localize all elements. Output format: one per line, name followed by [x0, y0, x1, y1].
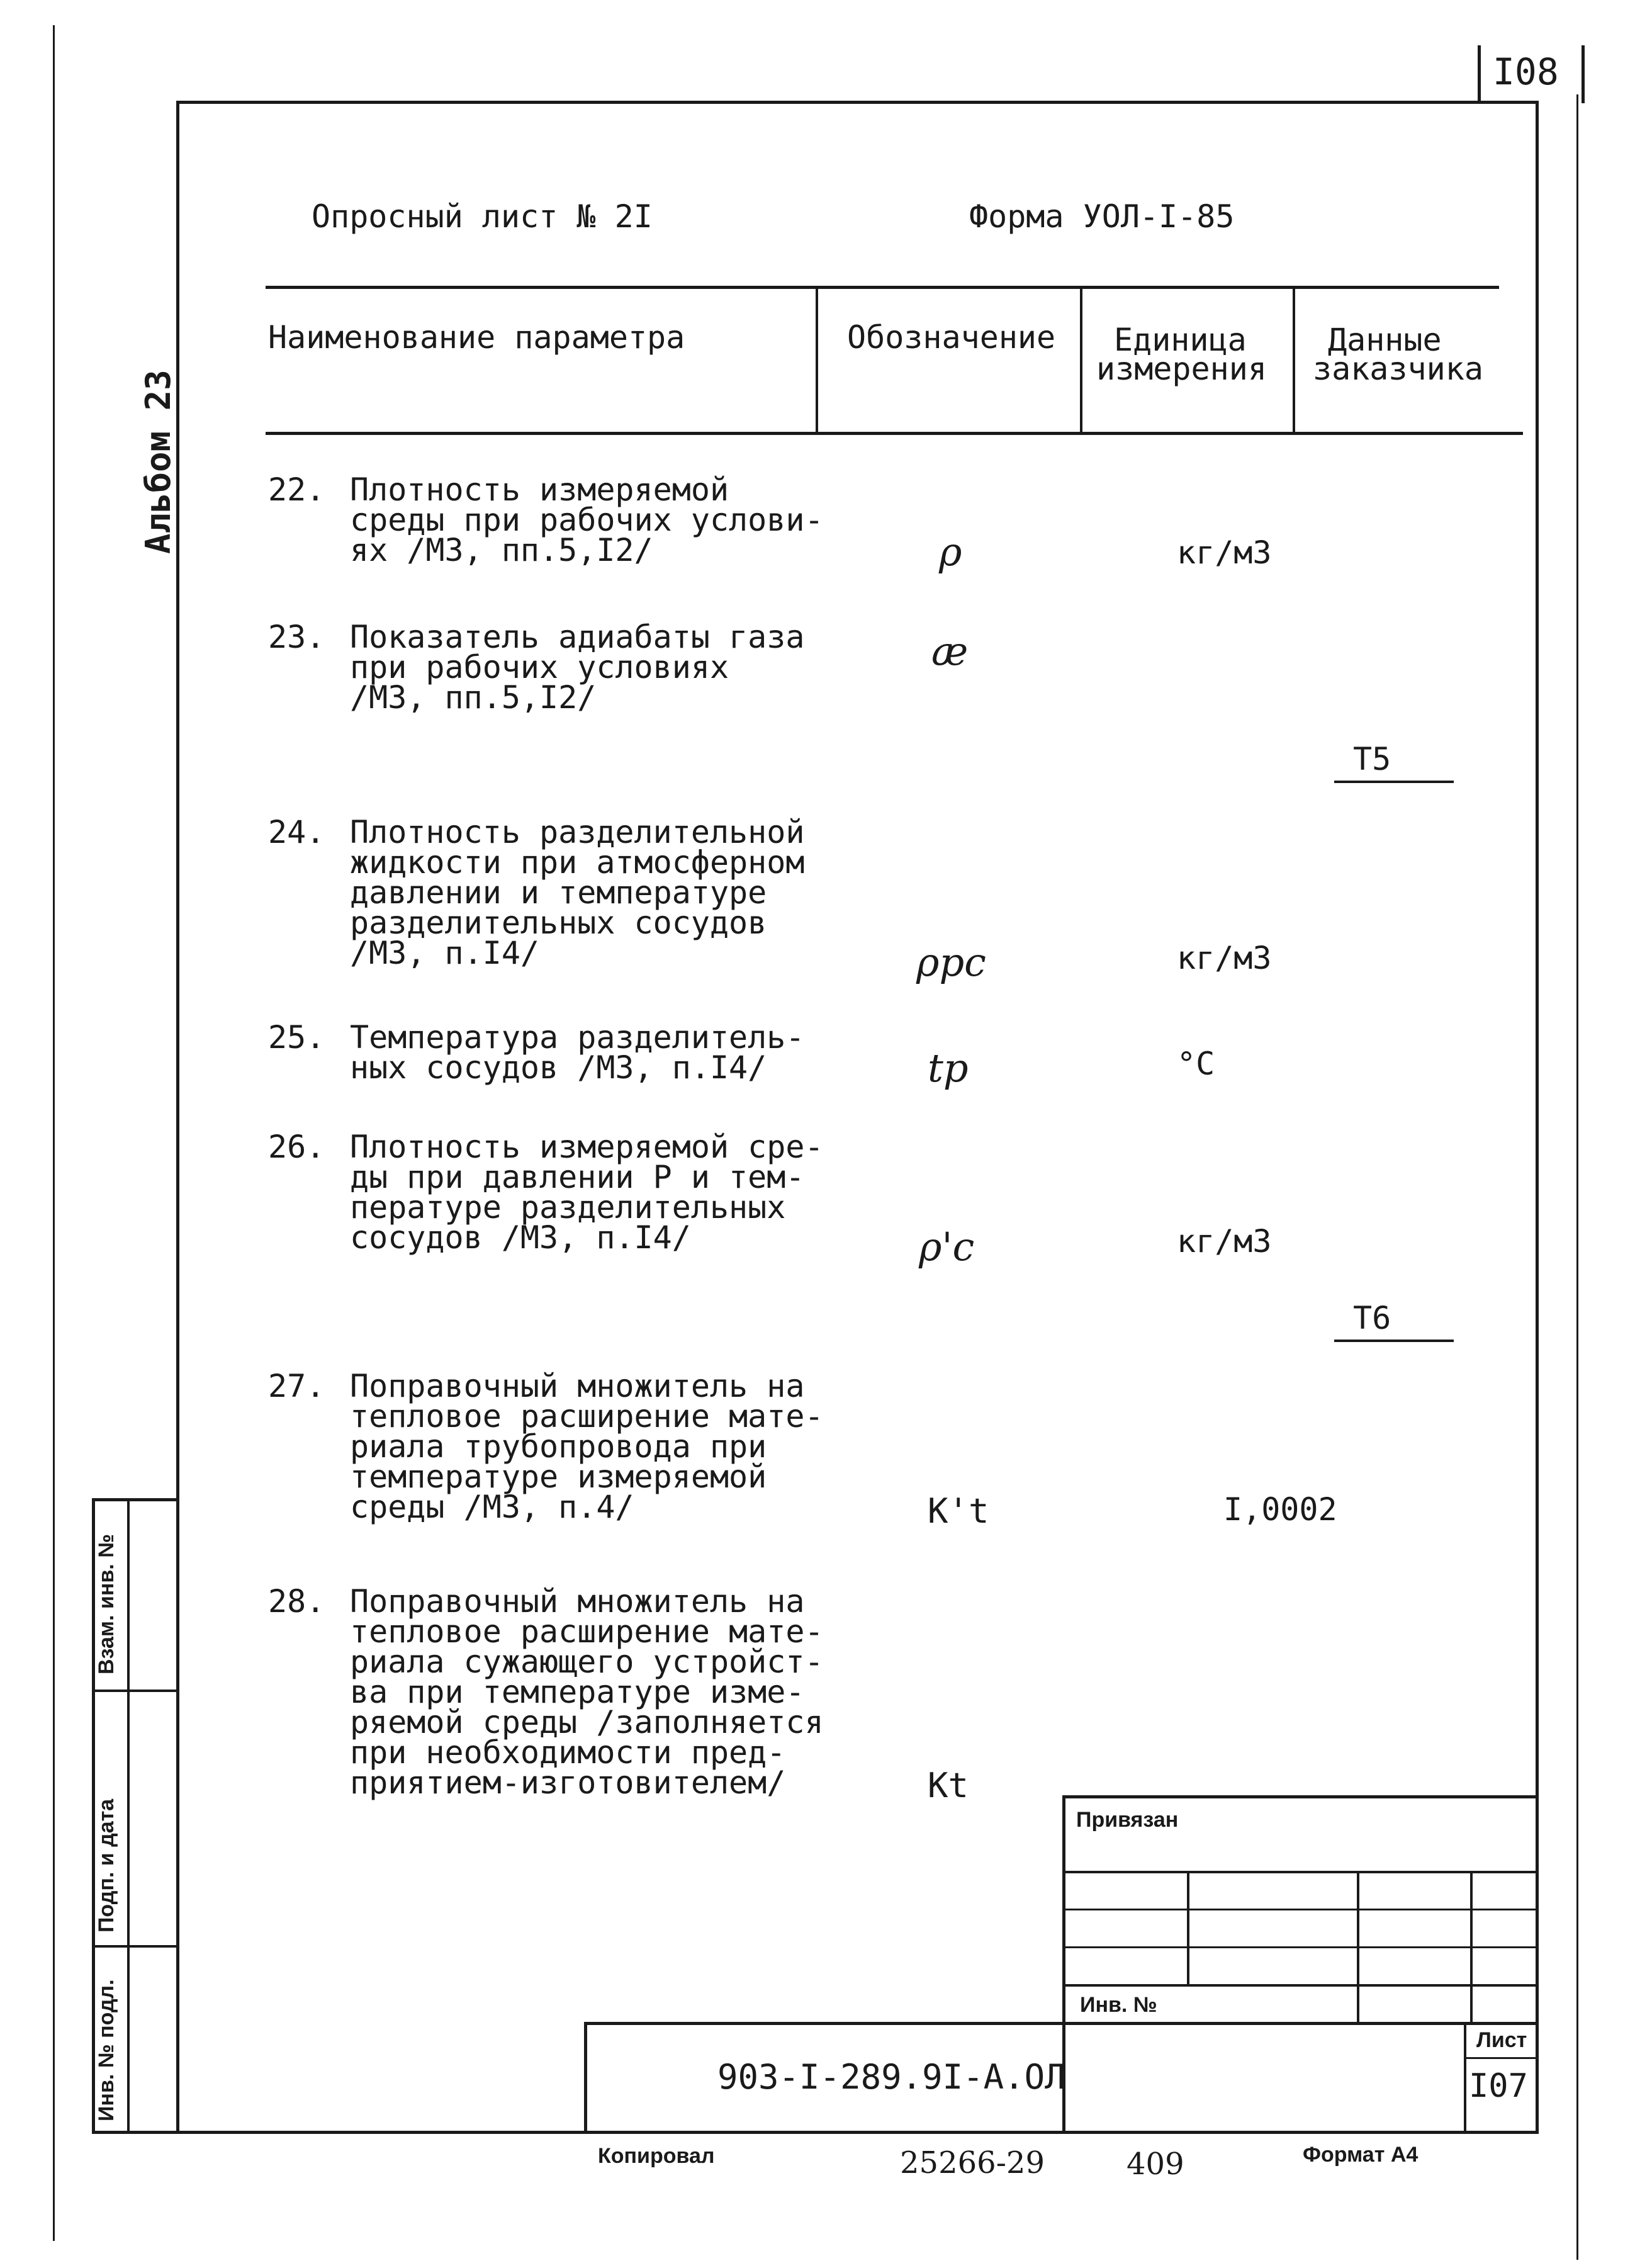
row-22-line-1: Плотность измеряемой — [350, 471, 729, 508]
footer-format: Формат А4 — [1303, 2143, 1419, 2167]
row-28-line-7: приятием-изготовителем/ — [350, 1764, 786, 1801]
page-edge-right — [1576, 94, 1578, 2260]
stamp-inv-no: Инв. № — [1080, 1993, 1157, 2017]
header-divider-3 — [1293, 287, 1295, 433]
side-col-divider — [127, 1498, 130, 2134]
row-24-line-4: разделительных сосудов — [350, 905, 767, 941]
page-number: I08 — [1493, 50, 1559, 93]
section-mark-t6: Т6 — [1353, 1300, 1391, 1336]
row-26-number: 26. — [268, 1129, 325, 1165]
section-mark-t5-underline — [1334, 781, 1454, 783]
row-28-line-3: риала сужающего устройст- — [350, 1644, 824, 1680]
row-26-line-2: ды при давлении Р и тем- — [350, 1159, 805, 1195]
row-25-line-1: Температура разделитель- — [350, 1019, 805, 1056]
row-23-symbol: æ — [931, 628, 969, 674]
row-27-line-5: среды /М3, п.4/ — [350, 1489, 634, 1525]
row-24-line-1: Плотность разделительной — [350, 814, 805, 850]
stamp-rule-2 — [1062, 1909, 1539, 1910]
header-designation: Обозначение — [847, 319, 1056, 356]
stamp-privyazan: Привязан — [1076, 1808, 1179, 1832]
row-26-unit: кг/м3 — [1177, 1223, 1272, 1260]
row-24-line-2: жидкости при атмосферном — [350, 844, 805, 881]
row-22-line-3: ях /М3, пп.5,I2/ — [350, 532, 653, 568]
row-23-line-1: Показатель адиабаты газа — [350, 619, 805, 655]
row-23-number: 23. — [268, 619, 325, 655]
stamp-sheet-number: I07 — [1469, 2067, 1528, 2105]
row-28-line-1: Поправочный множитель на — [350, 1583, 805, 1620]
row-26-line-4: сосудов /М3, п.I4/ — [350, 1219, 691, 1256]
footer-order-number: 25266-29 — [900, 2145, 1045, 2181]
footer-page-mark: 409 — [1127, 2147, 1184, 2182]
header-unit-1: Единица — [1114, 322, 1247, 358]
row-23-line-2: при рабочих условиях — [350, 649, 729, 685]
row-25-line-2: ных сосудов /М3, п.I4/ — [350, 1049, 767, 1086]
row-25-unit: °С — [1177, 1046, 1215, 1082]
stamp-col-1 — [1187, 1871, 1189, 1984]
row-28-number: 28. — [268, 1583, 325, 1620]
header-bottom-rule — [266, 432, 1523, 435]
page-edge-left — [53, 25, 55, 2241]
row-24-unit: кг/м3 — [1177, 940, 1272, 976]
footer-copied: Копировал — [598, 2144, 715, 2168]
stamp-sheet-divider — [1464, 2022, 1466, 2134]
row-28-line-5: ряемой среды /заполняется — [350, 1704, 824, 1740]
row-24-symbol: ρрс — [916, 939, 986, 985]
row-27-line-1: Поправочный множитель на — [350, 1368, 805, 1404]
stamp-rule-5 — [585, 2022, 1539, 2025]
album-label: Альбом 23 — [138, 370, 178, 554]
row-27-value: I,0002 — [1223, 1491, 1337, 1528]
row-22-unit: кг/м3 — [1177, 534, 1272, 571]
header-top-rule — [266, 286, 1499, 289]
side-row-2 — [92, 1945, 179, 1948]
row-26-symbol: ρ'с — [919, 1224, 975, 1270]
row-26-line-1: Плотность измеряемой сре- — [350, 1129, 824, 1165]
questionnaire-title: Опросный лист № 2I — [312, 198, 653, 235]
row-25-symbol: tр — [928, 1045, 969, 1091]
stamp-rule-1 — [1062, 1871, 1539, 1873]
stamp-rule-3 — [1062, 1946, 1539, 1948]
header-divider-2 — [1080, 287, 1082, 433]
stamp-doc-left — [584, 2022, 587, 2134]
side-label-vzam: Взам. инв. № — [94, 1533, 118, 1674]
stamp-rule-4 — [1062, 1984, 1539, 1987]
row-26-line-3: пературе разделительных — [350, 1189, 786, 1226]
header-customer-1: Данные — [1328, 322, 1442, 358]
side-row-1 — [92, 1690, 179, 1692]
row-23-line-3: /М3, пп.5,I2/ — [350, 679, 597, 716]
row-25-number: 25. — [268, 1019, 325, 1056]
stamp-col-2 — [1357, 1871, 1359, 2022]
row-22-symbol: ρ — [939, 529, 962, 575]
form-label: Форма УОЛ-I-85 — [969, 198, 1235, 235]
row-22-line-2: среды при рабочих услови- — [350, 502, 824, 538]
header-customer-2: заказчика — [1313, 351, 1483, 387]
row-24-number: 24. — [268, 814, 325, 850]
stamp-sheet-rule — [1464, 2057, 1539, 2059]
row-27-number: 27. — [268, 1368, 325, 1404]
stamp-block — [1062, 1795, 1539, 2134]
header-name: Наименование параметра — [268, 319, 685, 356]
stamp-sheet-label: Лист — [1476, 2028, 1527, 2052]
row-28-line-6: при необходимости пред- — [350, 1734, 786, 1771]
document-code: 903-I-289.9I-А.ОЛ — [717, 2057, 1065, 2097]
section-mark-t5: Т5 — [1353, 741, 1391, 777]
row-28-line-2: тепловое расширение мате- — [350, 1613, 824, 1650]
side-label-inv: Инв. № подл. — [94, 1979, 118, 2121]
row-28-symbol: Kt — [928, 1766, 969, 1805]
row-24-line-5: /М3, п.I4/ — [350, 935, 540, 971]
row-28-line-4: ва при температуре изме- — [350, 1674, 805, 1710]
row-27-line-2: тепловое расширение мате- — [350, 1398, 824, 1435]
row-22-number: 22. — [268, 471, 325, 508]
row-27-symbol: K't — [928, 1491, 989, 1531]
row-27-line-3: риала трубопровода при — [350, 1428, 767, 1465]
header-divider-1 — [816, 287, 818, 433]
row-27-line-4: температуре измеряемой — [350, 1458, 767, 1495]
row-24-line-3: давлении и температуре — [350, 874, 767, 911]
side-label-podp: Подп. и дата — [94, 1798, 118, 1932]
header-unit-2: измерения — [1096, 351, 1267, 387]
stamp-col-3 — [1470, 1871, 1473, 2022]
section-mark-t6-underline — [1334, 1340, 1454, 1342]
